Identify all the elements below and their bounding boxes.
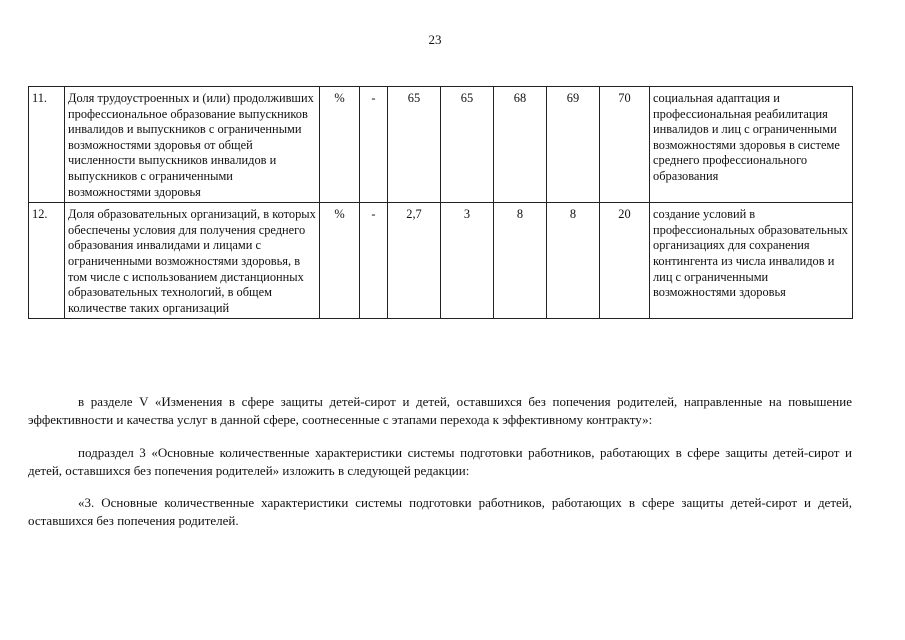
base-value-cell: - [360,87,388,203]
value-cell: 65 [441,87,494,203]
note-cell: социальная адаптация и профессиональная реабилитация инвалидов и лиц с ограниченными возможностями здоровья в системе среднего профессионального образования [650,87,853,203]
unit-cell: % [320,87,360,203]
table-row [29,87,853,203]
paragraph-section-v: в разделе V «Изменения в сфере защиты детей-сирот и детей, оставшихся без попечения родителей, направленные на повышение эффективности и качества услуг в данной сфере, соотнесенные с этапами перехода к эффективному контракту»: [28,394,852,427]
value-cell: 68 [494,87,547,203]
value-cell: 8 [547,203,600,319]
value-cell: 70 [600,87,650,203]
paragraph-new-wording: «3. Основные количественные характеристики системы подготовки работников, работающих в сфере защиты детей-сирот и детей, оставшихся без попечения родителей. [28,495,852,528]
row-number: 11. [29,87,65,203]
indicator-name: Доля образовательных организаций, в которых обеспечены условия для получения среднего образования инвалидами и лицами с ограниченными возможностями здоровья, в том числе с использованием дистанционных образовательных технологий, в общем количестве таких организаций [65,203,320,319]
value-cell: 2,7 [388,203,441,319]
note-cell: создание условий в профессиональных образовательных организациях для сохранения контингента из числа инвалидов и лиц с ограниченными возможностями здоровья [650,203,853,319]
table-row [29,203,853,319]
base-value-cell: - [360,203,388,319]
value-cell: 65 [388,87,441,203]
unit-cell: % [320,203,360,319]
value-cell: 8 [494,203,547,319]
value-cell: 69 [547,87,600,203]
row-number: 12. [29,203,65,319]
indicator-name: Доля трудоустроенных и (или) продолживших профессиональное образование выпускников инвалидов и выпускников с ограниченными возможностями здоровья от общей численности выпускников инвалидов и выпускников с ограниченными возможностями здоровья [65,87,320,203]
paragraph-subsection-3: подраздел 3 «Основные количественные характеристики системы подготовки работников, работающих в сфере защиты детей-сирот и детей, оставшихся без попечения родителей» изложить в следующей редакции: [28,445,852,478]
value-cell: 3 [441,203,494,319]
indicators-table [28,86,853,319]
page-number: 23 [428,32,442,47]
value-cell: 20 [600,203,650,319]
